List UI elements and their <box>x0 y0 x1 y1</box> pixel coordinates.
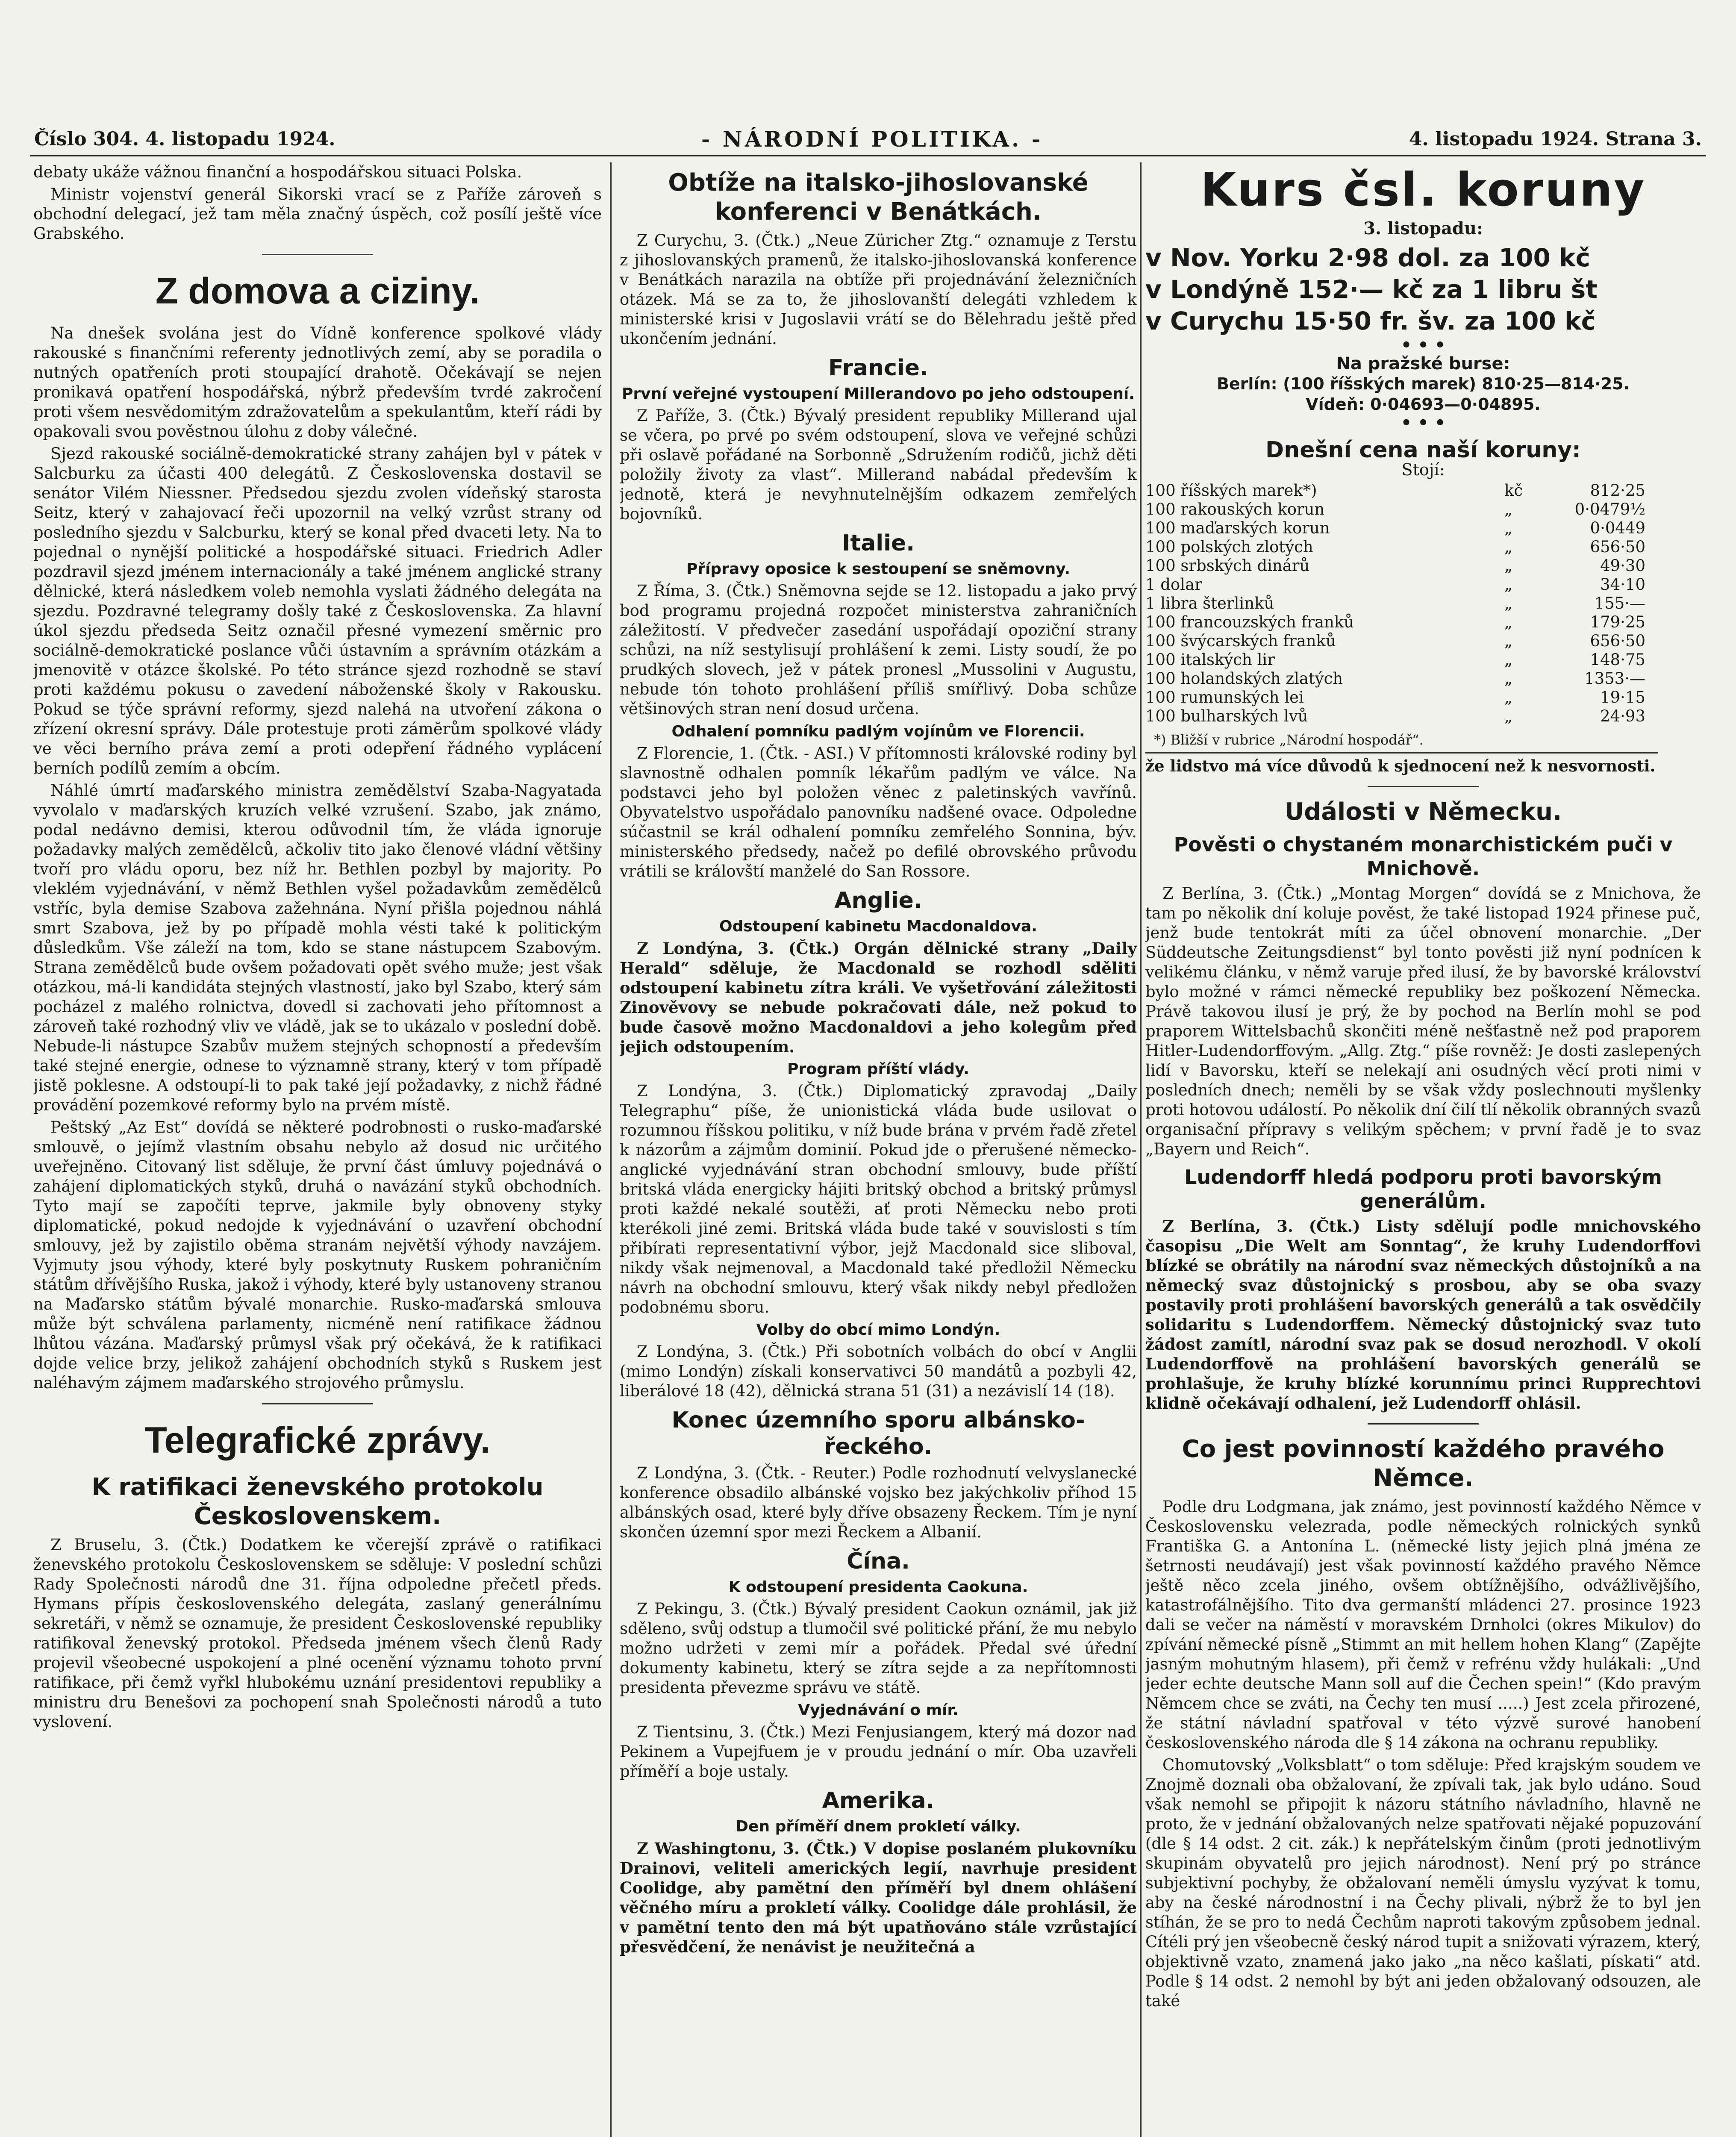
rate-unit: „ <box>1504 556 1513 575</box>
rate-label: 100 maďarských korun <box>1145 519 1330 537</box>
rate-unit: „ <box>1504 688 1513 706</box>
rate-label: 100 polských zlotých <box>1145 538 1313 556</box>
rate-zurich: v Curychu 15·50 fr. šv. za 100 kč <box>1145 306 1596 336</box>
footnote: *) Bližší v rubrice „Národní hospodář“. <box>1154 732 1424 748</box>
rate-unit: kč <box>1504 481 1523 500</box>
article-paragraph: Z Pekingu, 3. (Čtk.) Bývalý president Caokun oznámil, jak již sděleno, svůj odstup a tlumočil své politické přání, že mu nebylo možno udržeti v zemi mír a pořádek. Předal své úřední dokumenty kabinetu, který se zítra sejde a za nepřítomnosti presidenta převezme správu ve státě. <box>620 1600 1137 1697</box>
rate-row <box>1145 575 1645 594</box>
section-francie: Francie. <box>828 355 928 381</box>
burse-vienna: Vídeň: 0·04693—0·04895. <box>1306 395 1541 414</box>
price-heading: Dnešní cena naší koruny: <box>1265 437 1581 463</box>
intro-paragraph: debaty ukáže vážnou finanční a hospodářskou situaci Polska. <box>33 163 522 181</box>
article-paragraph: Z Tientsinu, 3. (Čtk.) Mezi Fenjusiangem, který má dozor nad Pekinem a Vupejfuem je v proudu jednání o mír. Oba uzavřeli příměří a boje ustaly. <box>620 1723 1137 1781</box>
article-paragraph: Z Londýna, 3. (Čtk.) Orgán dělnické strany „Daily Herald“ sděluje, že Macdonald se rozhodl sděliti odstoupení kabinetu zítra králi. Ve vyšetřování záležitosti Zinověvovy se nebude pokračovati dále, než pokud to bude časově možno Macdonaldovi a jeho kolegům před jejich odstoupením. <box>620 939 1137 1056</box>
headline-germany: Události v Německu. <box>1284 798 1562 826</box>
column-2 <box>620 162 1137 2137</box>
rate-row <box>1145 688 1645 707</box>
rate-label: 100 holandských zlatých <box>1145 669 1343 688</box>
rate-label: 1 libra šterlinků <box>1145 594 1274 612</box>
rate-value: 812·25 <box>1590 481 1645 500</box>
header-rule <box>30 155 1706 156</box>
rate-value: 49·30 <box>1600 556 1645 575</box>
article-paragraph: Z Londýna, 3. (Čtk.) Při sobotních volbách do obcí v Anglii (mimo Londýn) získali konservativci 50 mandátů a pozbyli 42, liberálové 18 (42), dělnická strana 51 (31) a nezávislí 14 (18). <box>620 1342 1137 1400</box>
subhead: Vyjednávání o mír. <box>798 1701 959 1719</box>
dots-separator: • • • <box>1401 413 1446 433</box>
rate-row <box>1145 538 1645 556</box>
rate-unit: „ <box>1504 707 1513 725</box>
exchange-rate-table <box>1145 481 1645 726</box>
rate-row <box>1145 613 1645 632</box>
intro-paragraph: Ministr vojenství generál Sikorski vrací se z Paříže zároveň s obchodní delegací, jež tam měla značný úspěch, což posílí ještě více Grabského. <box>33 185 602 243</box>
rate-label: 100 říšských marek*) <box>1145 481 1317 500</box>
rate-label: 100 švýcarských franků <box>1145 632 1336 650</box>
continuation-text: že lidstvo má více důvodů k sjednocení než k nesvornosti. <box>1145 756 1656 775</box>
dots-separator: • • • <box>1401 335 1446 355</box>
rate-label: 100 rakouských korun <box>1145 500 1325 518</box>
subhead: Volby do obcí mimo Londýn. <box>756 1321 1000 1339</box>
article-paragraph: Z Berlína, 3. (Čtk.) Listy sdělují podle mnichovského časopisu „Die Welt am Sonntag“, že kruhy Ludendorffovi blízké se obrátily na národní svaz německých důstojníků a na německý svaz důstojnický s prosbou, aby se oba svazy postavily proti prohlášení bavorských generálů a tak osvědčily solidaritu s Ludendorffem. Německý důstojnický svaz tuto žádost zamítl, národní svaz pak se dosud nerozhodl. V okolí Ludendorffově na prohlášení bavorských generálů se prohlašuje, že kruhy blízké korunnímu princi Rupprechtovi klidně očekávají odhalení, jež Ludendorff ohlásil. <box>1145 1217 1701 1413</box>
rate-row <box>1145 651 1645 669</box>
rate-unit: „ <box>1504 575 1513 594</box>
rate-row <box>1145 669 1645 688</box>
column-3 <box>1145 162 1701 2137</box>
rate-unit: „ <box>1504 594 1513 612</box>
headline-italy: Obtíže na italsko-jihoslovanské konferenci v Benátkách. <box>668 169 1089 226</box>
page-header <box>34 124 1702 154</box>
rate-label: 1 dolar <box>1145 575 1202 594</box>
section-title-domov: Z domova a ciziny. <box>155 271 480 312</box>
article-paragraph: Chomutovský „Volksblatt“ o tom sděluje: Před krajským soudem ve Znojmě doznali oba obžalovaní, že zpívali tak, jak bylo udáno. Soud však nemohl se připojit k názoru státního návladního, hlavně ne proto, že v jednání obžalovaných nelze spatřovati nějaké popuzování (dle § 14 odst. 2 cit. zák.) k nepřátelským činům (proti jednotlivým skupinám obyvatelů pro jejich národnost). Není prý po stránce subjektivní pochyby, že obžalovaní neměli úmyslu vyzývat k tomu, aby na české národnostní i na Čechy plivali, nýbrž že to byl jen stíhán, že se pro to nedá Čechům naproti takovým způsobem jednal. Cítéli prý jen všeobecně český národ tupit a snižovati výrazem, který, objektivně vzato, znamená jako jako „na něco kašlati, pískati“ atd. Podle § 14 odst. 2 nemohl by být ani jeden obžalovaný odsouzen, ale také <box>1145 1756 1701 2010</box>
rate-unit: „ <box>1504 538 1513 556</box>
burse-berlin: Berlín: (100 říšských marek) 810·25—814·25. <box>1216 374 1630 393</box>
rate-unit: „ <box>1504 632 1513 650</box>
rate-row <box>1145 500 1645 519</box>
rate-unit: „ <box>1504 500 1513 518</box>
rate-row <box>1145 594 1645 613</box>
masthead: - NÁRODNÍ POLITIKA. - <box>701 126 1043 152</box>
rate-value: 1353·— <box>1584 669 1645 688</box>
article-paragraph: Z Florencie, 1. (Čtk. - ASI.) V přítomnosti královské rodiny byl slavnostně odhalen pomník lékařům padlým ve válce. Na podstavci jeho byl položen věnec z paletinských vavřínů. Obyvatelstvo uspořádalo panovníku nadšené ovace. Odpoledne súčastnil se král odhalení pomníku zemřelého Sonnina, býv. ministerského předsedy, načež po defilé obrovského průvodu vrátili se královští manželé do San Rossore. <box>620 744 1137 880</box>
burse-heading: Na pražské burse: <box>1336 354 1510 374</box>
article-paragraph: Z Londýna, 3. (Čtk. - Reuter.) Podle rozhodnutí velvyslanecké konference obsadilo albánské vojsko bez jakýchkoliv příhod 15 albánských osad, které byly dříve obsazeny Řeckem. Tím je nyní skončen územní spor mezi Řeckem a Albanií. <box>620 1464 1137 1541</box>
article-paragraph: Z Curychu, 3. (Čtk.) „Neue Züricher Ztg.“ oznamuje z Terstu z jihoslovanských pramenů, že italsko-jihoslovanská konference v Benátkách narazila na obtíže při projednávání železničních otázek. Má se za to, že jihoslovanští delegáti vzhledem k ministerské krisi v Jugoslavii vrátí se do Bělehradu ještě před ukončením jednání. <box>620 231 1137 348</box>
divider <box>1368 786 1479 787</box>
rate-value: 179·25 <box>1590 613 1645 631</box>
section-anglie: Anglie. <box>834 888 922 913</box>
price-subheading: Stojí: <box>1401 460 1445 479</box>
rate-row <box>1145 519 1645 538</box>
rate-value: 0·0479½ <box>1574 500 1645 518</box>
column-divider-1 <box>610 162 612 2137</box>
subhead: Odhalení pomníku padlým vojínům ve Florencii. <box>671 723 1085 740</box>
rate-row <box>1145 632 1645 651</box>
headline-albania: Konec územního sporu albánsko-řeckého. <box>671 1407 1085 1460</box>
rate-value: 656·50 <box>1590 632 1645 650</box>
rate-unit: „ <box>1504 669 1513 688</box>
subhead: První veřejné vystoupení Millerandovo po jeho odstoupení. <box>622 385 1135 403</box>
rate-value: 0·0449 <box>1590 519 1645 537</box>
subhead: Den příměří dnem prokletí války. <box>736 1818 1021 1835</box>
rate-label: 100 francouzských franků <box>1145 613 1354 631</box>
article-paragraph: Z Bruselu, 3. (Čtk.) Dodatkem ke včerejší zprávě o ratifikaci ženevského protokolu Československem se sděluje: V poslední schůzi Rady Společnosti národů dne 31. října odpoledne přečetl předs. Hymans přípis československého delegáta, zaslaný generálnímu sekretáři, v němž se oznamuje, že president Československé republiky ratifikoval ženevský protokol. Předseda jménem všech členů Rady projevil všeobecné uspokojení a plné ocenění významu tohoto první ratifikace, při čemž vyřkl hlubokému uznání presidentovi republiky a ministru dru Benešovi za pochopení snah Společnosti národů a tuto vyslovení. <box>33 1536 602 1731</box>
rate-unit: „ <box>1504 519 1513 537</box>
rate-value: 34·10 <box>1600 575 1645 594</box>
divider <box>1145 752 1658 754</box>
article-paragraph: Náhlé úmrtí maďarského ministra zemědělství Szaba-Nagyatada vyvolalo v maďarských kruzích velké vzrušení. Szabo, jak známo, podal nedávno demisi, kterou odůvodnil tím, že vláda ignoruje požadavky malých zemědělců, ačkoliv tito jako členové vládní většiny tvoří pro vládu oporu, bez níž hr. Bethlen pozbyl by majority. Po vleklém vyjednávání, v němž Bethlen vyšel požadavkům zemědělců vstříc, byla demise Szabova zažehnána. Nyní přišla pojednou náhlá smrt Szabova, jež by po případě mohla vésti také k politickým důsledkům. Vše záleží na tom, kdo se stane nástupcem Szabovým. Strana zemědělců bude ovšem požadovati opět svého muže; jest však otázkou, má-li kandidáta stejných vlastností, jako byl Szabo, který sám pocházel z malého rolnictva, dovedl si zachovati jeho přítomnost a zároveň také rozhodný vliv ve vládě, jak se to ukázalo v poslední době. Nebude-li nástupce Szabův mužem stejných schopností a především také stejné energie, odnese to významně strany, který v tom případě jistě poklesne. A odstoupí-li to pak také její požadavky, z nichž řádné provádění pozemkové reformy bylo na prvém místě. <box>33 781 602 1114</box>
headline-povinnost: Co jest povinností každého pravého Němce. <box>1182 1435 1665 1492</box>
page-number: 4. listopadu 1924. Strana 3. <box>1409 128 1702 150</box>
article-paragraph: Z Berlína, 3. (Čtk.) „Montag Morgen“ dovídá se z Mnichova, že tam po několik dní koluje pověst, že také listopad 1924 přinese puč, jenž bude tentokrát míti za účel obnovení monarchie. „Der Süddeutsche Zeitungsdienst“ byl tonto pověsti již nyní podnícen k velikému článku, v němž varuje před ilusí, že by bavorské království bylo možné v rámci německé republiky bez poškození Německa. Právě takovou ilusí je prý, že by pochod na Berlín mohl se pod praporem Wittelsbachů skončiti méně nešťastně než pod praporem Hitler-Ludendorffovým. „Allg. Ztg.“ píše rovněž: Je dosti zaslepených lidí v Bavorsku, kteří se nelekají ani osudných věcí proti nimi v posledních dnech; neměli by se však vždy poslechnouti myšlenky proti hotovou událostí. Po několik dní čilí tlí několik obranných svazů organisační přípravy s velikým spěchem; v první řadě je to svaz „Bayern und Reich“. <box>1145 884 1701 1158</box>
subhead: Odstoupení kabinetu Macdonaldova. <box>719 918 1037 935</box>
article-paragraph: Z Říma, 3. (Čtk.) Sněmovna sejde se 12. listopadu a jako prvý bod programu projedná rozpočet ministerstva zahraničních záležitostí. V předvečer zasedání uspořádají opoziční strany schůzi, na níž sestylisují prohlášení k zemi. Listy soudí, že po prudkých slovech, jež v pátek pronesl „Mussolini v Augustu, nebude tón tohoto prohlášení příliš smířlivý. Doba schůze většinových stran není dosud určena. <box>620 582 1137 718</box>
divider <box>262 254 373 255</box>
column-1 <box>33 162 602 2137</box>
rate-label: 100 srbských dinárů <box>1145 556 1310 575</box>
rate-value: 24·93 <box>1600 707 1645 725</box>
headline-ludendorff: Ludendorff hledá podporu proti bavorským generálům. <box>1184 1166 1662 1213</box>
currency-date: 3. listopadu: <box>1363 218 1483 238</box>
article-paragraph: Sjezd rakouské sociálně-demokratické strany zahájen byl v pátek v Salcburku za účasti 400 delegátů. Z Československa dostavil se senátor Vilém Niessner. Předsedou sjezdu zvolen vídeňský starosta Seitz, který v zahajovací řeči upozornil na velký vzrůst strany od posledního sjezdu v Salcburku, který se konal před dvaceti lety. Na to pojednal o nynější politické a hospodářské situaci. Friedrich Adler pozdravil sjezd jménem internacionály a také jménem anglické strany dělnické, která následkem voleb nemohla vyslati žádného delegáta na sjezdu. Pozdravné telegramy došly také z Československa. Za hlavní úkol sjezdu předseda Seitz označil přesné vymezení směrnic pro sociálně-demokratické poslance vůči ústavním a správním otázkám a jmenovitě v otázce školské. Po této stránce sjezd rozhodně se staví proti každému pokusu o zavedení náboženské školy v Rakousku. Pokud se týče správní reformy, sjezd nalehá na utvoření zákona o zřízení okresní správy. Dále protestuje proti zámĕrům spolkové vlády ve věci berního práva zemí a proti odepření řádného vyplácení berních podílů zemím a obcím. <box>33 444 602 777</box>
subhead-putsch: Pověsti o chystaném monarchistickém puči v Mnichově. <box>1174 833 1673 880</box>
subhead: Program příští vlády. <box>787 1060 969 1078</box>
article-paragraph: Na dnešek svolána jest do Vídně konference spolkové vlády rakouské s finančními referenty jednotlivých zemí, aby se poradila o nutných opatřeních proti stoupající drahotě. Očekávají se nejen pronikavá opatření hospodářská, nýbrž především tvrdé zakročení proti všem nesvědomitým zdražovatelům a spekulantům, kteří rádi by opakovali svou pověstnou úlohu z doby válečné. <box>33 324 602 441</box>
rate-label: 100 bulharských lvů <box>1145 707 1308 725</box>
section-title-telegraf: Telegrafické zprávy. <box>144 1420 491 1461</box>
column-divider-2 <box>1140 162 1142 2137</box>
rate-value: 155·— <box>1594 594 1645 612</box>
article-paragraph: Peštský „Az Est“ dovídá se některé podrobnosti o rusko-maďarské smlouvě, o jejímž vlastním obsahu nebylo až dosud nic určitého uveřejněno. Citovaný list sděluje, že první část úmluvy pojednává o zahájení diplomatických styků, druhá o navázání styků obchodních. Tyto mají se započíti teprve, jakmile byly obnoveny styky diplomatické, pokud nedojde k vyjednávání o uzavření obchodní smlouvy, jež by zajistilo oběma stranám největší výhody navzájem. Vyjmuty jsou výhody, které byly poskytnuty Ruskem pohraničním státům dřívějšího Ruska, jakož i výhody, které byly ustanoveny stranou na Maďarsko státům bývalé monarchie. Rusko-maďarská smlouva může být schválena parlamenty, nicméně není ratifikace žádnou lhůtou vázána. Maďarský průmysl však prý očekává, že k ratifikaci dojde velice brzy, jelikož zahájení obchodních styků s Ruskem jest naléhavým zájmem maďarského strojového průmyslu. <box>33 1118 602 1392</box>
rate-label: 100 rumunských lei <box>1145 688 1304 706</box>
article-paragraph: Podle dru Lodgmana, jak známo, jest povinností každého Němce v Československu velezrada, podle německých rolnických synků Františka G. a Antonína L. (německé listy jejich plná jména ze šetrnosti neudávají) jest však povinností každého pravého Němce ještě něco zcela jiného, ovšem obtížnějšího, odvážlivějšího, katastrofálnějšího. Tito dva germanští mládenci 27. prosince 1923 dali se večer na náměstí v moravském Drnholci (okres Mikulov) do zpívání německé písně „Stimmt an mit hellem hohen Klang“ (Zapějte jasným mohutným hlasem), při čemž v refrénu vždy hulákali: „Und jeder echte deutsche Mann soll auf die Čechen spein!“ (Kdo pravým Němcem chce se zváti, na Čechy ten musí .....) Jest zcela přirozené, že státní návladní spatřoval v této výzvě surové hanobení československého národa dle § 14 zákona na ochranu republiky. <box>1145 1498 1701 1752</box>
rate-value: 148·75 <box>1590 651 1645 669</box>
section-cina: Čína. <box>847 1548 910 1574</box>
headline-ratifikace: K ratifikaci ženevského protokolu Československem. <box>91 1473 544 1530</box>
rate-new-york: v Nov. Yorku 2·98 dol. za 100 kč <box>1145 243 1590 272</box>
divider <box>262 1403 373 1404</box>
subhead: K odstoupení presidenta Caokuna. <box>728 1578 1028 1596</box>
section-amerika: Amerika. <box>822 1788 935 1813</box>
rate-row <box>1145 707 1645 726</box>
article-paragraph: Z Londýna, 3. (Čtk.) Diplomatický zpravodaj „Daily Telegraphu“ píše, že unionistická vláda bude usilovat o rozumnou říšskou politiku, v níž bude brána v prvém řadě zřetel k názorům a zájmům dominií. Pokud jde o přerušené německo-anglické vyjednávání stran obchodní smlouvy, bude příští britská vláda energicky hájiti britský obchod a britský průmysl proti každé nekalé soutěži, ať proti Německu nebo proti kterékoli jiné zemi. Britská vláda bude také v souvislosti s tím přibírati representativní výbor, jejž Macdonald sice sliboval, nikdy však nejmenoval, a Macdonald také předložil Německu návrh na obchodní smlouvu, který však nikdy nebyl předložen podobnému sboru. <box>620 1082 1137 1316</box>
subhead: Přípravy oposice k sestoupení se sněmovny. <box>686 560 1071 578</box>
rate-unit: „ <box>1504 613 1513 631</box>
section-italie: Italie. <box>842 530 915 556</box>
issue-number: Číslo 304. 4. listopadu 1924. <box>34 128 335 150</box>
rate-unit: „ <box>1504 651 1513 669</box>
article-paragraph: Z Washingtonu, 3. (Čtk.) V dopise poslaném plukovníku Drainovi, veliteli amerických legií, navrhuje president Coolidge, aby pamětní den příměří byl dnem ohlášení věčného míru a prokletí války. Coolidge dále prohlásil, že v pamětní tento den má být upatňováno stále vzrůstající přesvědčení, že nenávist je neužitečná a <box>620 1839 1137 1956</box>
rate-london: v Londýně 152·— kč za 1 libru št <box>1145 275 1598 304</box>
rate-row <box>1145 481 1645 500</box>
rate-value: 19·15 <box>1600 688 1645 706</box>
rate-value: 656·50 <box>1590 538 1645 556</box>
currency-box-title: Kurs čsl. koruny <box>1200 163 1646 217</box>
divider <box>1368 1423 1479 1425</box>
rate-row <box>1145 556 1645 575</box>
article-paragraph: Z Paříže, 3. (Čtk.) Bývalý president republiky Millerand ujal se včera, po prvé po svém odstoupení, slova ve veřejné schůzi při oslavě pořádané na Sorbonně „Sdružením rodičů, jichž děti položily životy za vlast“. Millerand nabádal především k jednotě, která je nevyhnutelnějším odkazem zemřelých bojovníků. <box>620 406 1137 523</box>
rate-label: 100 italských lir <box>1145 651 1275 669</box>
